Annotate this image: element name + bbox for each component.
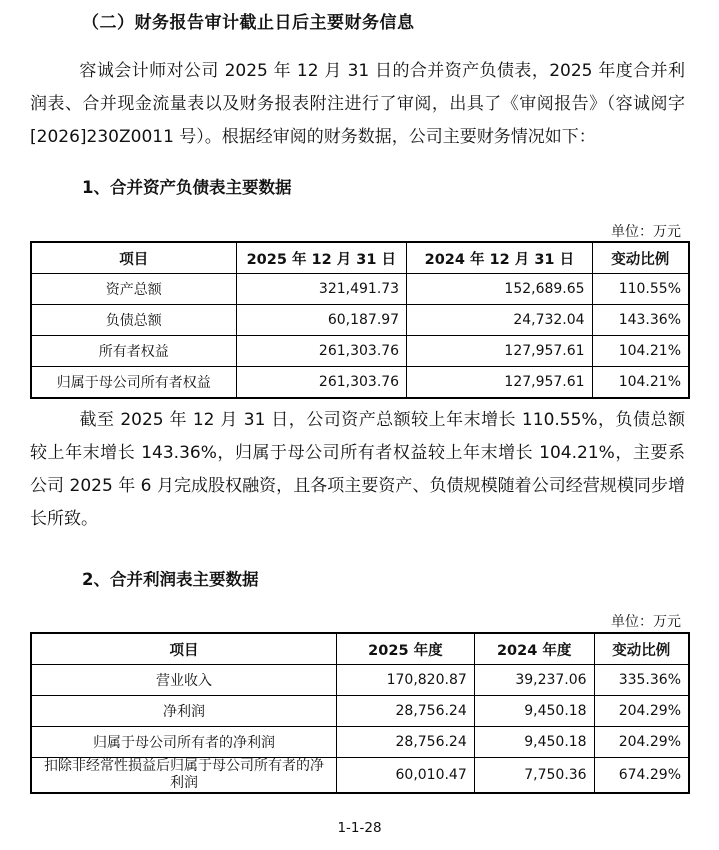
table-row: [31, 274, 689, 305]
analysis-paragraph: 截至 2025 年 12 月 31 日，公司资产总额较上年末增长 110.55%，负债总额较上年末增长 143.36%，归属于母公司所有者权益较上年末增长 104.21%，主要系公司 2025 年 6 月完成股权融资，且各项主要资产、负债规模随着公司经营规模同步增长所致。: [30, 410, 685, 529]
row-value-2025: 60,187.97: [236, 305, 407, 336]
row-value-2024: 7,750.36: [474, 758, 594, 794]
row-value-2024: 24,732.04: [407, 305, 592, 336]
row-item: 净利润: [31, 696, 337, 727]
table-row: [31, 367, 689, 399]
row-change: 204.29%: [594, 696, 689, 727]
row-change: 104.21%: [592, 367, 689, 399]
row-item: 负债总额: [31, 305, 236, 336]
income-statement-table: [30, 632, 690, 794]
row-change: 110.55%: [592, 274, 689, 305]
row-value-2024: 152,689.65: [407, 274, 592, 305]
row-change: 143.36%: [592, 305, 689, 336]
intro-paragraph: 容诚会计师对公司 2025 年 12 月 31 日的合并资产负债表，2025 年度合并利润表、合并现金流量表以及财务报表附注进行了审阅，出具了《审阅报告》（容诚阅字[2026]230Z0011 号）。根据经审阅的财务数据，公司主要财务情况如下：: [30, 61, 685, 147]
row-value-2024: 127,957.61: [407, 367, 592, 399]
header-item: 项目: [31, 633, 337, 665]
row-value-2025: 261,303.76: [236, 336, 407, 367]
income-statement-title: 2、合并利润表主要数据: [82, 570, 259, 589]
header-2025: 2025 年度: [337, 633, 475, 665]
header-2024: 2024 年度: [474, 633, 594, 665]
table-row: [31, 305, 689, 336]
table-row: [31, 758, 689, 794]
row-value-2025: 28,756.24: [337, 727, 475, 758]
section-title: （二）财务报告审计截止日后主要财务信息: [82, 13, 415, 33]
row-item: 归属于母公司所有者权益: [31, 367, 236, 399]
balance-sheet-title: 1、合并资产负债表主要数据: [82, 178, 292, 197]
row-value-2025: 28,756.24: [337, 696, 475, 727]
row-value-2025: 321,491.73: [236, 274, 407, 305]
table-header-row: [31, 242, 689, 274]
balance-sheet-table: [30, 241, 690, 399]
row-change: 674.29%: [594, 758, 689, 794]
row-item: 归属于母公司所有者的净利润: [31, 727, 337, 758]
row-value-2025: 170,820.87: [337, 665, 475, 696]
row-item: 扣除非经常性损益后归属于母公司所有者的净利润: [31, 758, 337, 794]
page-number: 1-1-28: [337, 820, 382, 836]
row-value-2025: 261,303.76: [236, 367, 407, 399]
row-item: 资产总额: [31, 274, 236, 305]
table-row: [31, 696, 689, 727]
header-change: 变动比例: [592, 242, 689, 274]
row-value-2024: 127,957.61: [407, 336, 592, 367]
row-item: 营业收入: [31, 665, 337, 696]
row-change: 335.36%: [594, 665, 689, 696]
header-2025: 2025 年 12 月 31 日: [236, 242, 407, 274]
header-change: 变动比例: [594, 633, 689, 665]
row-value-2024: 39,237.06: [474, 665, 594, 696]
header-2024: 2024 年 12 月 31 日: [407, 242, 592, 274]
table-row: [31, 665, 689, 696]
row-value-2024: 9,450.18: [474, 696, 594, 727]
table-row: [31, 727, 689, 758]
row-change: 104.21%: [592, 336, 689, 367]
header-item: 项目: [31, 242, 236, 274]
balance-sheet-unit: 单位：万元: [611, 224, 681, 240]
income-statement-unit: 单位：万元: [611, 614, 681, 630]
row-change: 204.29%: [594, 727, 689, 758]
table-row: [31, 336, 689, 367]
row-item: 所有者权益: [31, 336, 236, 367]
row-value-2024: 9,450.18: [474, 727, 594, 758]
table-header-row: [31, 633, 689, 665]
row-value-2025: 60,010.47: [337, 758, 475, 794]
